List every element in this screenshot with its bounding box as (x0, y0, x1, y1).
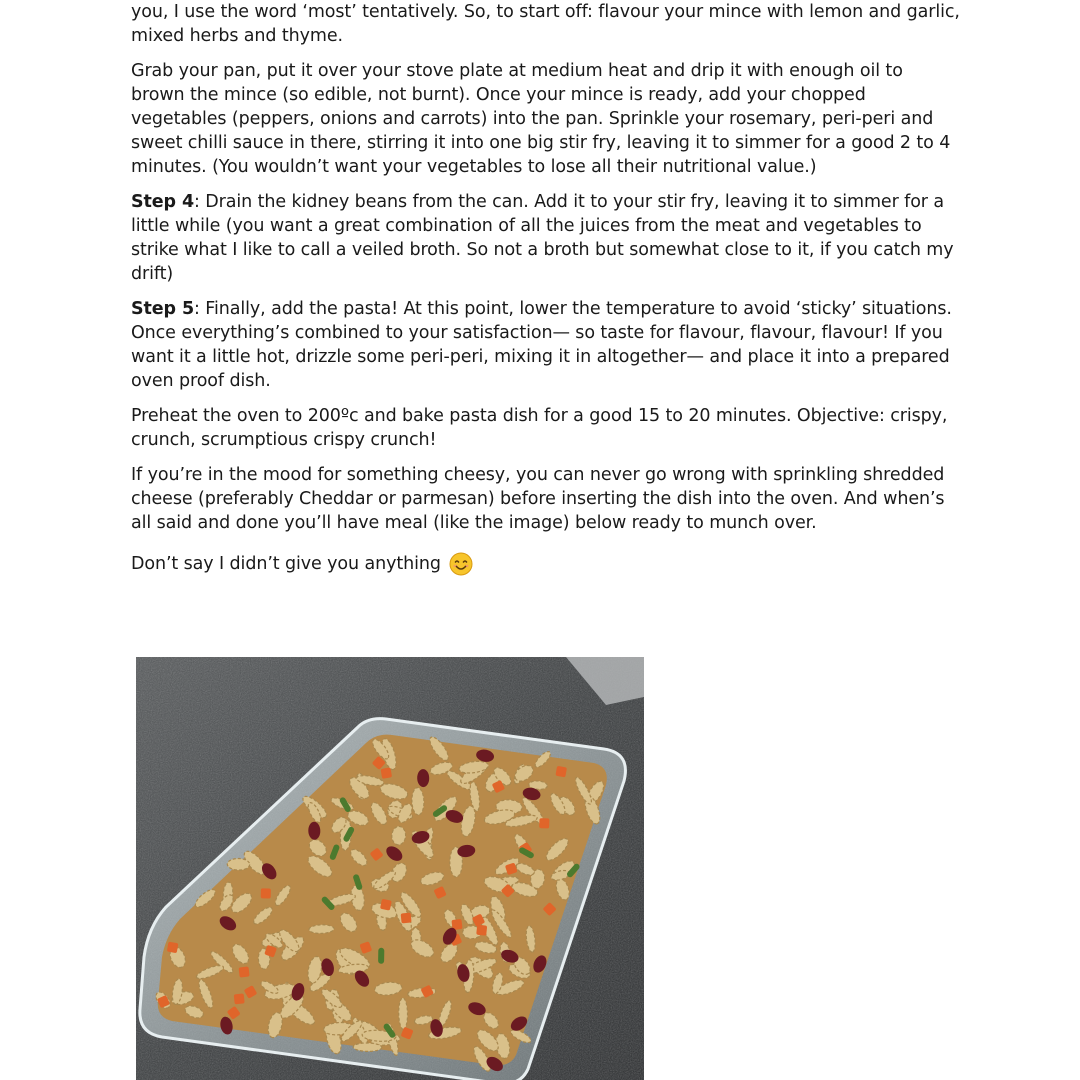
carrot-piece (555, 766, 567, 778)
carrot-piece (381, 767, 393, 779)
carrot-piece (380, 899, 392, 911)
smiling-face-emoji-icon (449, 552, 473, 576)
paragraph-flavour-mince: you, I use the word ‘most’ tentatively. So, to start off: flavour your mince with lemon and garlic, mixed herbs and thyme. (131, 2, 960, 46)
carrot-piece (401, 913, 412, 924)
paragraph-cheese-tip: If you’re in the mood for something cheesy, you can never go wrong with sprinkling shredded cheese (preferably Cheddar or parmesan) before inserting the dish into the oven. And when’s all said and done you’ll have meal (like the image) below ready to munch over. (131, 465, 945, 533)
article-body (131, 0, 961, 587)
closing-text: Don’t say I didn’t give you anything (131, 554, 441, 574)
carrot-piece (539, 818, 549, 828)
paragraph-brown-mince: Grab your pan, put it over your stove plate at medium heat and drip it with enough oil to brown the mince (so edible, not burnt). Once your mince is ready, add your chopped vegetables (peppers, onions and carrots) into the pan. Sprinkle your rosemary, peri-peri and sweet chilli sauce in there, stirring it into one big stir fry, leaving it to simmer for a good 2 to 4 minutes. (You wouldn’t want your vegetables to lose all their nutritional value.) (131, 61, 951, 177)
pasta-bake-photo (136, 657, 644, 1080)
paragraph-step-4 (131, 190, 961, 286)
step-4-text: : Drain the kidney beans from the can. Add it to your stir fry, leaving it to simmer for a little while (you want a great combination of all the juices from the meat and vegetables to strike what I like to call a veiled broth. So not a broth but somewhat close to it, if you catch my drift) (131, 192, 954, 284)
carrot-piece (167, 942, 179, 954)
paragraph-step-5 (131, 297, 961, 393)
step-5-text: : Finally, add the pasta! At this point, lower the temperature to avoid ‘sticky’ situations. Once everything’s combined to your satisfaction— so taste for flavour, flavour, flavour! If you want it a little hot, drizzle some peri-peri, mixing it in altogether— and place it into a prepared oven proof dish. (131, 299, 952, 391)
pasta-spiral (353, 1043, 382, 1052)
step-4-label: Step 4 (131, 192, 195, 212)
carrot-piece (239, 966, 250, 977)
carrot-piece (261, 888, 271, 898)
paragraph-preheat-oven: Preheat the oven to 200ºc and bake pasta dish for a good 15 to 20 minutes. Objective: crispy, crunch, scrumptious crispy crunch! (131, 406, 948, 450)
carrot-piece (476, 925, 487, 936)
closing-line (131, 552, 961, 576)
carrot-piece (234, 993, 245, 1004)
pasta-bake-illustration (136, 657, 644, 1080)
pepper-strip (378, 948, 384, 964)
step-5-label: Step 5 (131, 299, 195, 319)
